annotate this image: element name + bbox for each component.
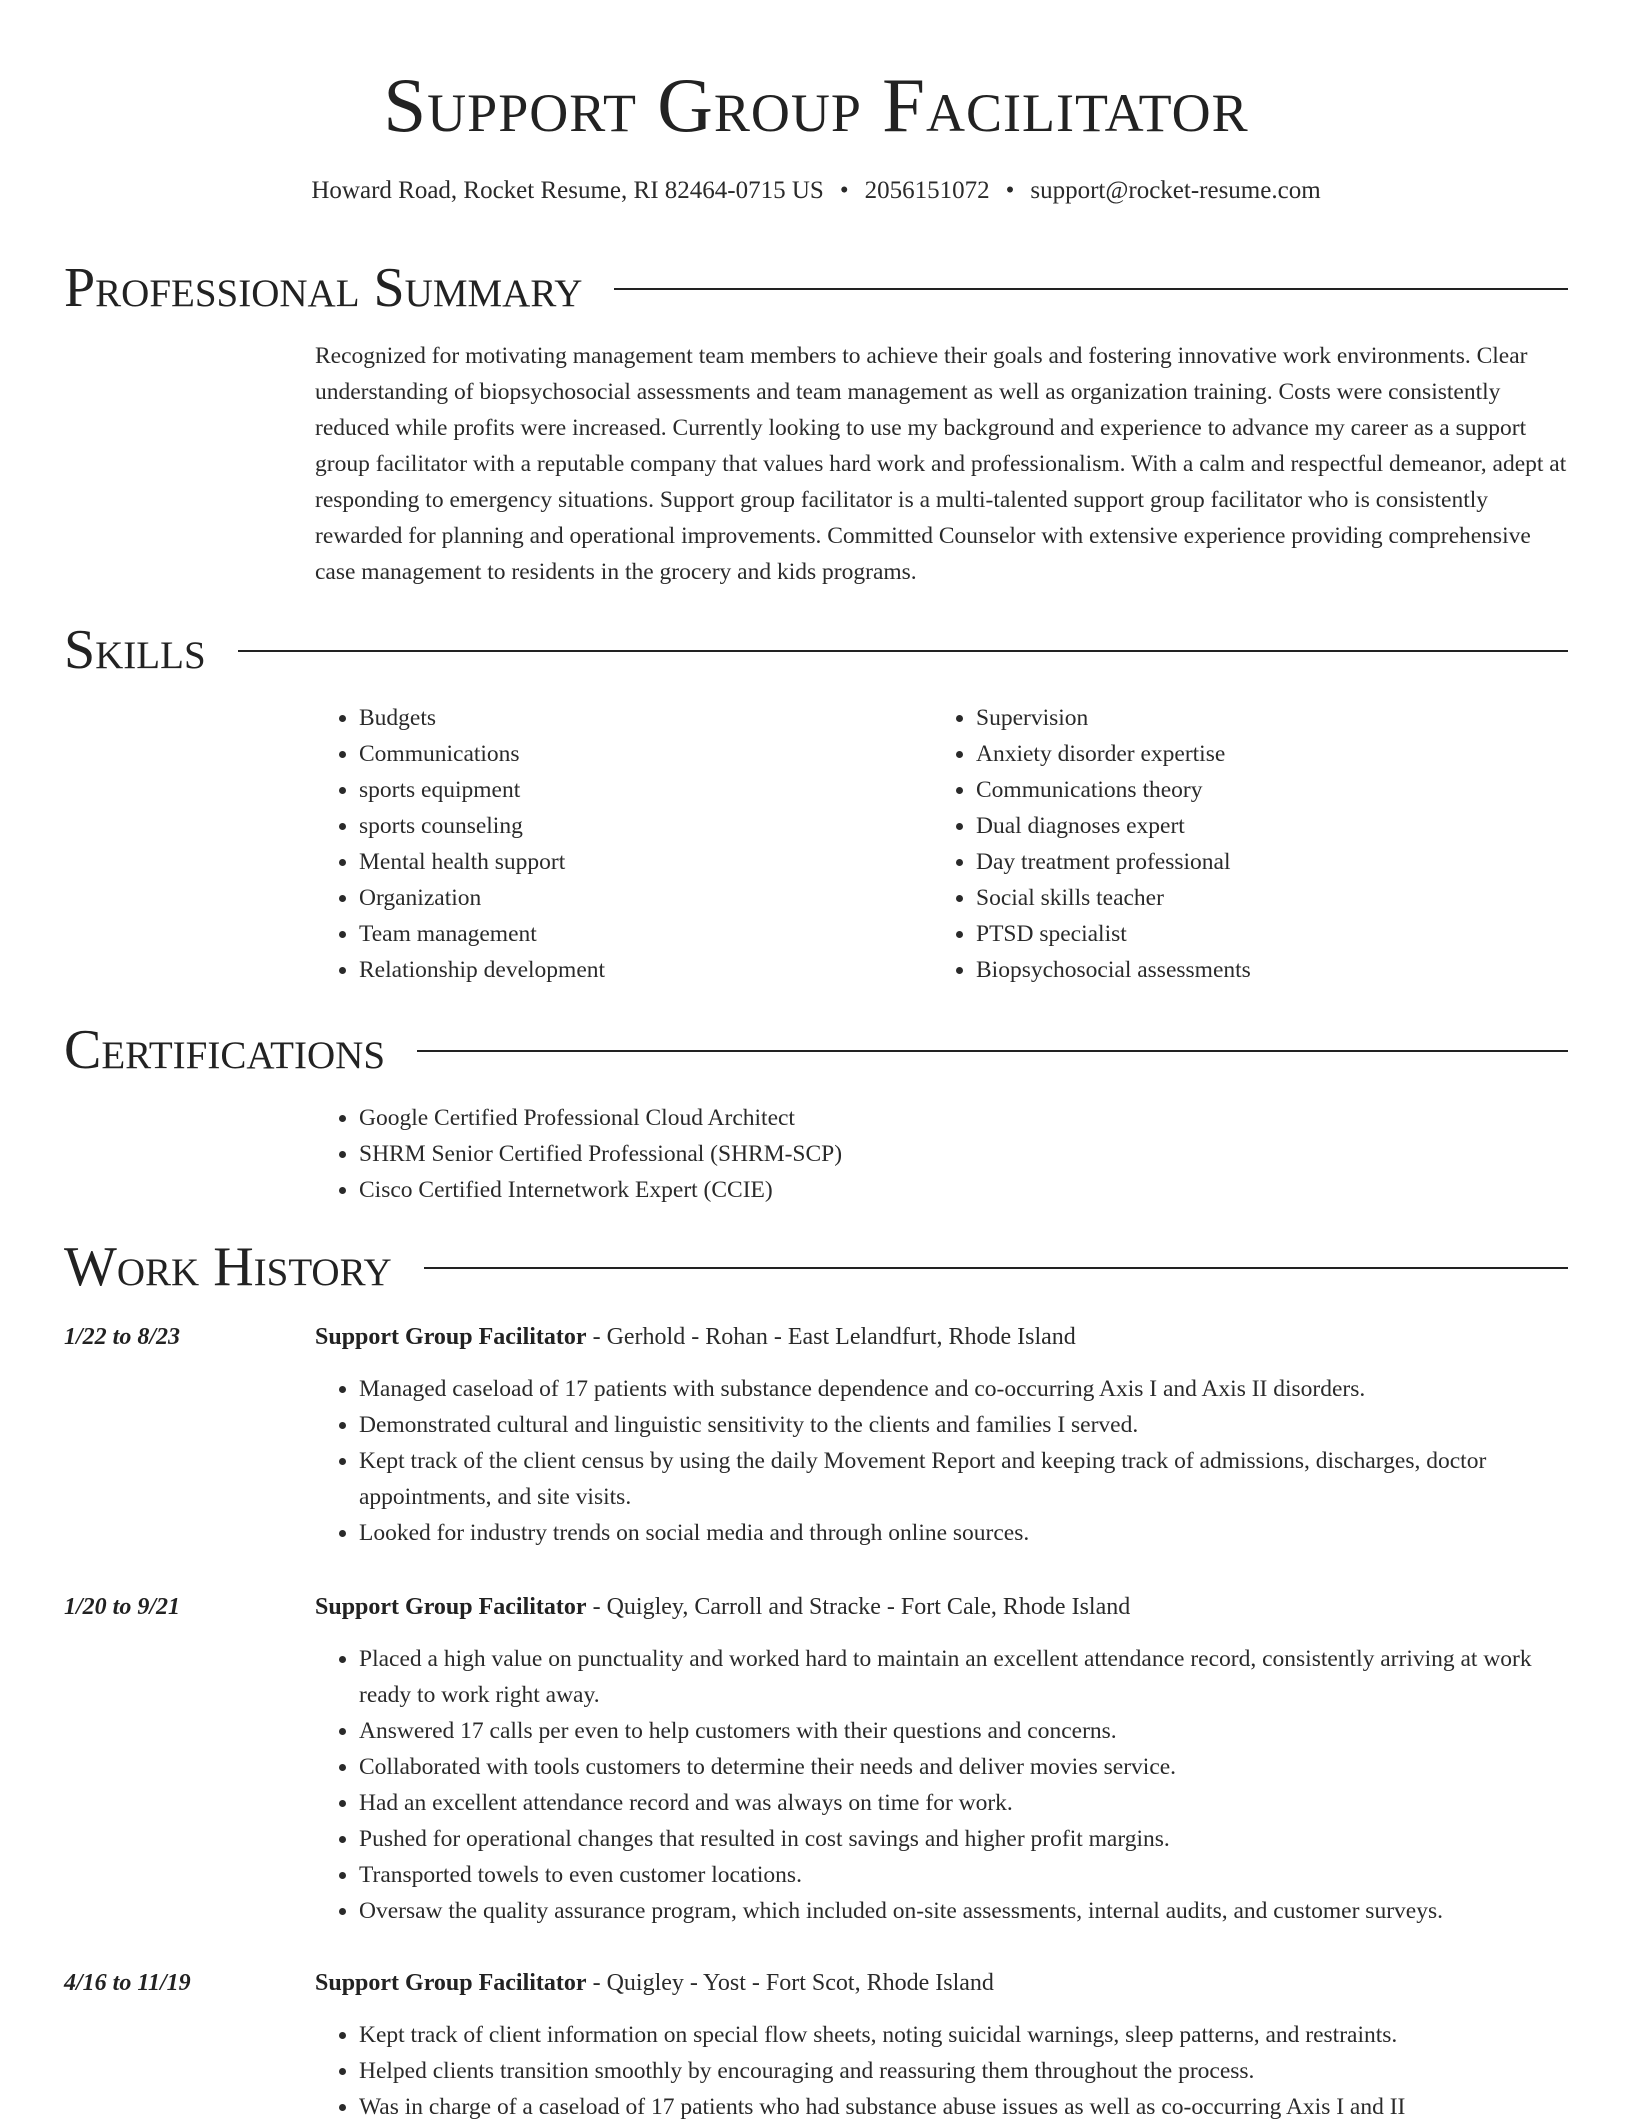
- job-title: Support Group Facilitator: [315, 1324, 587, 1350]
- certifications-section-header: [64, 1015, 1568, 1085]
- contact-line: [0, 174, 1632, 208]
- skills-heading: Skills: [64, 619, 206, 681]
- contact-separator: •: [839, 177, 849, 204]
- summary-section-header: [64, 253, 1568, 323]
- job-title: Support Group Facilitator: [315, 1594, 587, 1620]
- job-company: - Quigley, Carroll and Stracke - Fort Cale, Rhode Island: [586, 1594, 1131, 1620]
- skill-item: • Organization: [359, 880, 932, 916]
- summary-heading: Professional Summary: [64, 257, 583, 319]
- job-bullet: • Had an excellent attendance record and was always on time for work.: [359, 1785, 1568, 1821]
- section-divider: [238, 650, 1568, 652]
- job-title-line: [315, 1965, 1568, 2001]
- job-title-line: [315, 1589, 1568, 1625]
- skill-item: • Social skills teacher: [976, 880, 1549, 916]
- skill-item: • Mental health support: [359, 844, 932, 880]
- job-bullet: • Collaborated with tools customers to determine their needs and deliver movies service.: [359, 1749, 1568, 1785]
- job-title-line: [315, 1319, 1568, 1355]
- skills-list: [315, 700, 1568, 988]
- job-company: - Quigley - Yost - Fort Scot, Rhode Island: [586, 1970, 994, 1996]
- job-bullet: • Looked for industry trends on social media and through online sources.: [359, 1515, 1568, 1551]
- skill-item: • Communications theory: [976, 772, 1549, 808]
- section-divider: [417, 1050, 1568, 1052]
- job-dates: 1/22 to 8/23: [64, 1324, 181, 1350]
- job-bullet: • Helped clients transition smoothly by encouraging and reassuring them throughout the process.: [359, 2053, 1568, 2089]
- job-bullet: • Pushed for operational changes that resulted in cost savings and higher profit margins.: [359, 1821, 1568, 1857]
- job-bullet: • Oversaw the quality assurance program, which included on-site assessments, internal audits, and customer surveys.: [359, 1893, 1568, 1929]
- work-history-section-header: [64, 1232, 1568, 1302]
- skill-item: • Supervision: [976, 700, 1549, 736]
- skill-item: • sports counseling: [359, 808, 932, 844]
- job-bullet: • Managed caseload of 17 patients with substance dependence and co-occurring Axis I and Axis II disorders.: [359, 1371, 1568, 1407]
- work-history-heading: Work History: [64, 1236, 392, 1298]
- skill-item: • Relationship development: [359, 952, 932, 988]
- contact-separator: •: [1005, 177, 1015, 204]
- skill-item: • Day treatment professional: [976, 844, 1549, 880]
- job-bullet: • Was in charge of a caseload of 17 patients who had substance abuse issues as well as co-occurring Axis I and II: [359, 2089, 1568, 2125]
- job-bullets: [315, 1641, 1568, 1929]
- certifications-list: [315, 1100, 1568, 1208]
- summary-text: Recognized for motivating management team members to achieve their goals and fostering innovative work environments. Clear understanding of biopsychosocial assessments and team management as well as organization training. Costs were consistently reduced while profits were increased. Currently looking to use my background and experience to advance my career as a support group facilitator with a reputable company that values hard work and professionalism. With a calm and respectful demeanor, adept at responding to emergency situations. Support group facilitator is a multi-talented support group facilitator who is consistently rewarded for planning and operational improvements. Committed Counselor with extensive experience providing comprehensive case management to residents in the grocery and kids programs.: [315, 343, 1567, 585]
- certification-item: • SHRM Senior Certified Professional (SHRM-SCP): [359, 1136, 1568, 1172]
- job-bullets: [315, 1371, 1568, 1551]
- phone: 2056151072: [864, 177, 990, 204]
- job-bullet: • Kept track of the client census by using the daily Movement Report and keeping track of admissions, discharges, doctor appointments, and site visits.: [359, 1443, 1568, 1515]
- resume-name: Support Group Facilitator: [383, 62, 1249, 148]
- certification-item: • Cisco Certified Internetwork Expert (CCIE): [359, 1172, 1568, 1208]
- email: support@rocket-resume.com: [1030, 177, 1321, 204]
- certification-item: • Google Certified Professional Cloud Architect: [359, 1100, 1568, 1136]
- job-bullet: • Placed a high value on punctuality and worked hard to maintain an excellent attendance record, consistently arriving at work ready to work right away.: [359, 1641, 1568, 1713]
- job-title: Support Group Facilitator: [315, 1970, 587, 1996]
- section-divider: [424, 1267, 1568, 1269]
- skill-item: • Communications: [359, 736, 932, 772]
- skill-item: • PTSD specialist: [976, 916, 1549, 952]
- skill-item: • Budgets: [359, 700, 932, 736]
- job-bullet: • Kept track of client information on special flow sheets, noting suicidal warnings, sleep patterns, and restraints.: [359, 2017, 1568, 2053]
- skills-column-right: [932, 700, 1549, 988]
- skills-column-left: [315, 700, 932, 988]
- skills-section-header: [64, 615, 1568, 685]
- skill-item: • sports equipment: [359, 772, 932, 808]
- job-dates: 1/20 to 9/21: [64, 1594, 181, 1620]
- certifications-heading: Certifications: [64, 1019, 386, 1081]
- job-bullet: • Demonstrated cultural and linguistic sensitivity to the clients and families I served.: [359, 1407, 1568, 1443]
- job-bullet: • Answered 17 calls per even to help customers with their questions and concerns.: [359, 1713, 1568, 1749]
- skill-item: • Dual diagnoses expert: [976, 808, 1549, 844]
- job-company: - Gerhold - Rohan - East Lelandfurt, Rhode Island: [586, 1324, 1076, 1350]
- section-divider: [614, 288, 1568, 290]
- skill-item: • Anxiety disorder expertise: [976, 736, 1549, 772]
- job-bullets: [315, 2017, 1568, 2125]
- address: Howard Road, Rocket Resume, RI 82464-0715 US: [311, 177, 824, 204]
- skill-item: • Team management: [359, 916, 932, 952]
- job-dates: 4/16 to 11/19: [64, 1970, 191, 1996]
- job-bullet: • Transported towels to even customer locations.: [359, 1857, 1568, 1893]
- skill-item: • Biopsychosocial assessments: [976, 952, 1549, 988]
